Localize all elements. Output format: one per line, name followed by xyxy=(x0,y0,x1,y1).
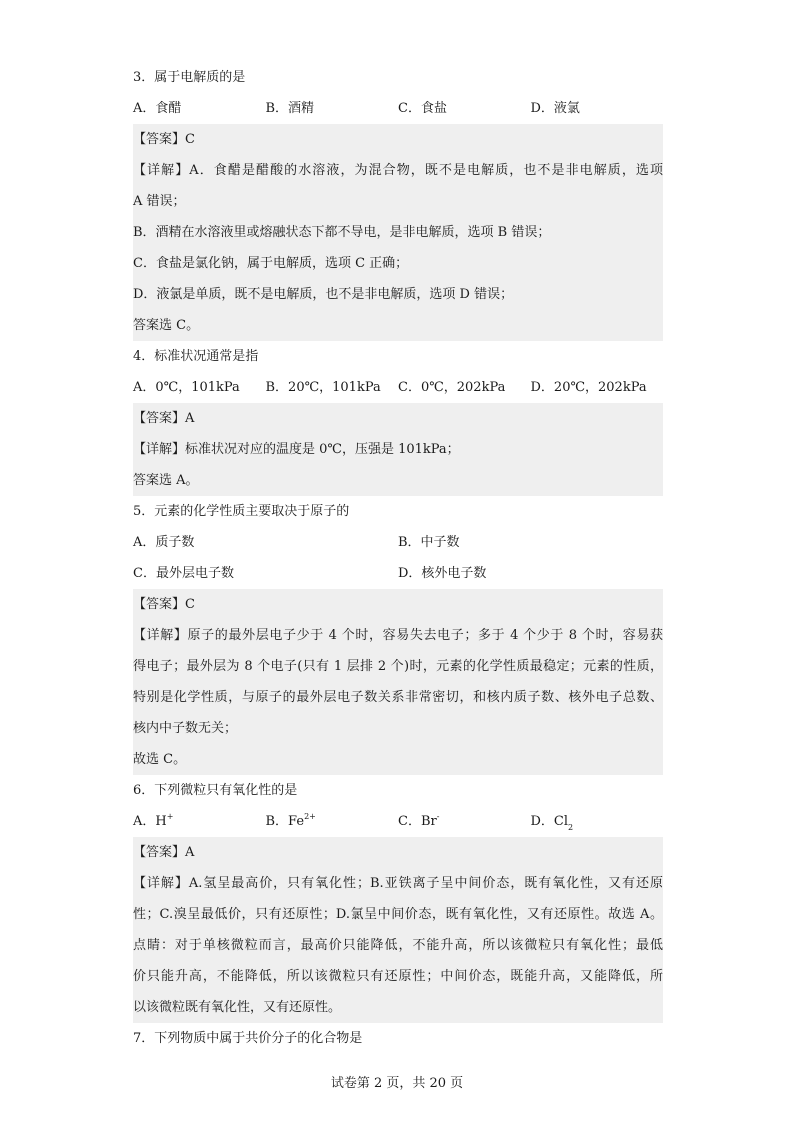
option-a: A．食醋 xyxy=(133,101,182,116)
answer: 【答案】C xyxy=(133,597,195,612)
detail-line: D．液氯是单质，既不是电解质，也不是非电解质，选项 D 错误； xyxy=(133,287,514,302)
question-4-options xyxy=(133,372,663,403)
option-c: C．0℃，202kPa xyxy=(398,380,506,395)
option-c: C．最外层电子数 xyxy=(133,566,234,581)
option-b: B．20℃，101kPa xyxy=(265,380,381,395)
detail-line: 【详解】A.氢呈最高价，只有氧化性；B.亚铁离子呈中间价态，既有氧化性，又有还原 xyxy=(133,876,663,891)
detail-line: 【详解】标准状况对应的温度是 0℃，压强是 101kPa； xyxy=(133,442,460,457)
detail-line: 答案选 C。 xyxy=(133,318,200,333)
detail-line: 【详解】A．食醋是醋酸的水溶液，为混合物，既不是电解质，也不是非电解质，选项 xyxy=(133,163,663,178)
question-3-stem: 3．属于电解质的是 xyxy=(133,70,246,85)
detail-line: 核内中子数无关； xyxy=(133,721,238,736)
question-4-stem: 4．标准状况通常是指 xyxy=(133,349,259,364)
detail-line: 【详解】原子的最外层电子少于 4 个时，容易失去电子；多于 4 个少于 8 个时，容易获 xyxy=(133,628,663,643)
option-b: B．$Fe^{2+}$ xyxy=(265,811,316,829)
option-a: A．H+ xyxy=(133,811,174,829)
detail-line: 点睛：对于单核微粒而言，最高价只能降低，不能升高，所以该微粒只有氧化性；最低 xyxy=(133,938,663,953)
option-d: D．液氯 xyxy=(530,101,580,116)
answer: 【答案】A xyxy=(133,411,195,426)
question-6-solution xyxy=(133,837,663,1023)
detail-line: 特别是化学性质，与原子的最外层电子数关系非常密切，和核内质子数、核外电子总数、 xyxy=(133,690,663,705)
option-d: D．$Cl_2$ xyxy=(530,814,574,832)
detail-line: 答案选 A。 xyxy=(133,473,199,488)
question-3-options xyxy=(133,93,663,124)
question-5-solution xyxy=(133,589,663,775)
answer: 【答案】C xyxy=(133,132,195,147)
answer: 【答案】A xyxy=(133,845,195,860)
option-d: D．核外电子数 xyxy=(398,566,487,581)
question-5-options-row-2 xyxy=(133,558,663,589)
question-6-options xyxy=(133,806,663,837)
question-5-options-row-1 xyxy=(133,527,663,558)
option-b: B．中子数 xyxy=(398,535,460,550)
detail-line: 性；C.溴呈最低价，只有还原性；D.氯呈中间价态，既有氧化性，又有还原性。故选 A。 xyxy=(133,907,663,922)
option-a: A．质子数 xyxy=(133,535,195,550)
detail-line: A 错误； xyxy=(133,194,186,209)
detail-line: 以该微粒既有氧化性，又有还原性。 xyxy=(133,1000,342,1015)
question-6-stem: 6．下列微粒只有氧化性的是 xyxy=(133,783,298,798)
question-7-stem: 7．下列物质中属于共价分子的化合物是 xyxy=(133,1031,363,1046)
option-c: C．食盐 xyxy=(398,101,447,116)
page-footer: 试卷第 2 页，共 20 页 xyxy=(330,1076,464,1091)
detail-line: C．食盐是氯化钠，属于电解质，选项 C 正确； xyxy=(133,256,409,271)
question-4-solution xyxy=(133,403,663,496)
option-d: D．20℃，202kPa xyxy=(530,380,647,395)
detail-line: 故选 C。 xyxy=(133,752,187,767)
detail-line: 价只能升高，不能降低，所以该微粒只有还原性；中间价态，既能升高，又能降低，所 xyxy=(133,969,663,984)
detail-line: 得电子；最外层为 8 个电子(只有 1 层排 2 个)时，元素的化学性质最稳定；元素的性质， xyxy=(133,659,663,674)
detail-line: B．酒精在水溶液里或熔融状态下都不导电，是非电解质，选项 B 错误； xyxy=(133,225,551,240)
question-3-solution xyxy=(133,124,663,341)
option-c: C．Br- xyxy=(398,811,440,829)
option-a: A．0℃，101kPa xyxy=(133,380,240,395)
option-b: B．酒精 xyxy=(265,101,315,116)
question-5-stem: 5．元素的化学性质主要取决于原子的 xyxy=(133,504,350,519)
exam-page-content xyxy=(133,62,663,1054)
